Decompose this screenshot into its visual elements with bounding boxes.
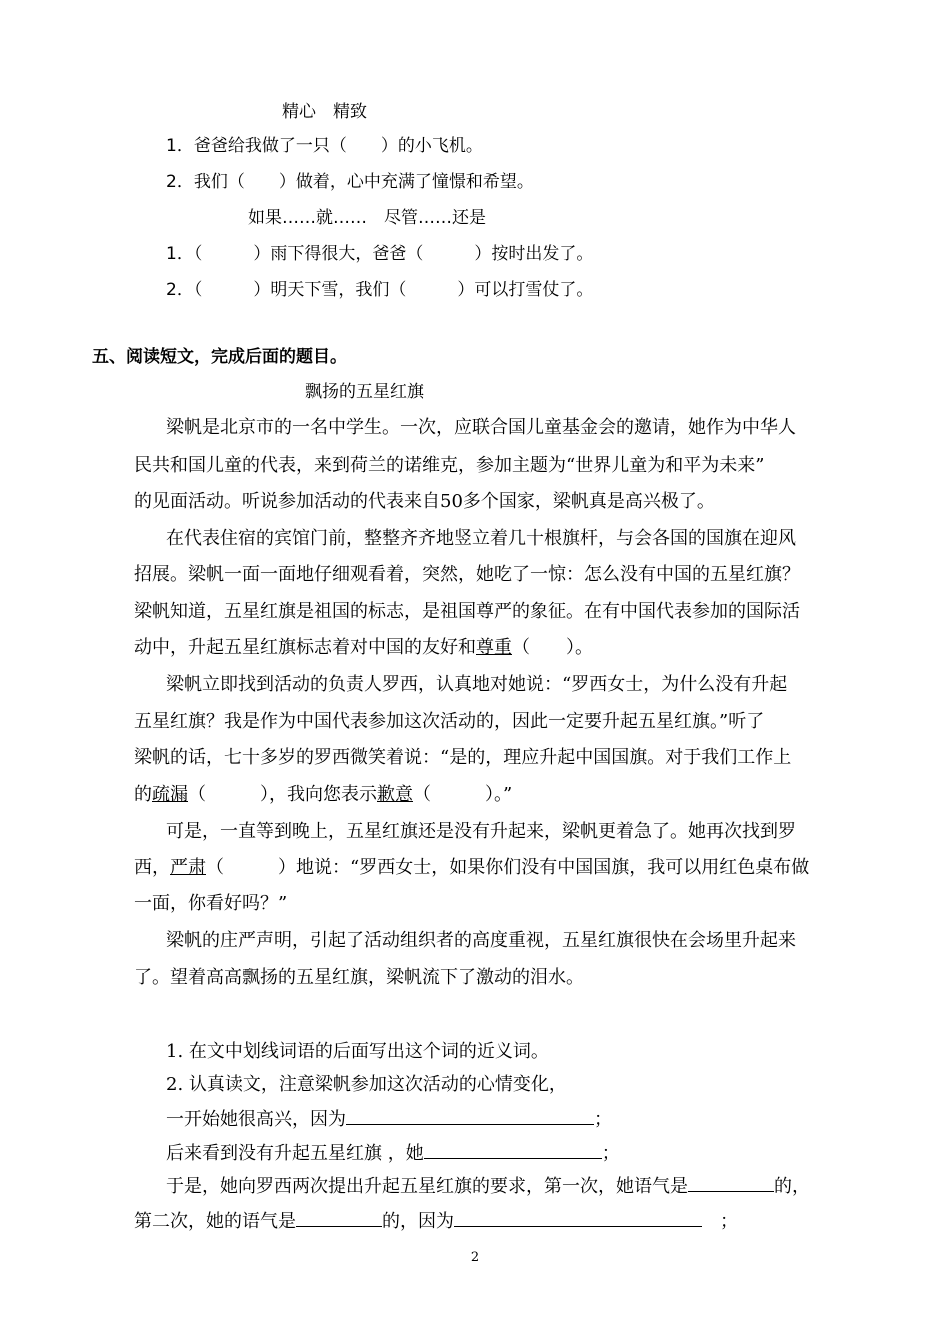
answer-blank[interactable] [424,1140,602,1159]
passage-line: 一面，你看好吗？” [134,893,288,914]
answer-blank[interactable] [688,1173,774,1192]
passage-line: 民共和国儿童的代表，来到荷兰的诺维克，参加主题为“世界儿童为和平为未来” [134,455,765,476]
passage-line: 的疏漏（ ），我向您表示歉意（ ）。” [134,784,513,805]
reading-question-1: 1. 在文中划线词语的后面写出这个词的近义词。 [166,1041,549,1062]
underlined-word: 疏漏 [152,784,188,805]
passage-line: 招展。梁帆一面一面地仔细观看着，突然，她吃了一惊：怎么没有中国的五星红旗？ [134,564,800,585]
word-choices-1: 精心 精致 [282,102,367,122]
passage-line: 西，严肃（ ）地说：“罗西女士，如果你们没有中国国旗，我可以用红色桌布做 [134,857,810,878]
passage-line: 了。望着高高飘扬的五星红旗，梁帆流下了激动的泪水。 [134,967,584,988]
answer-line-d: 第二次，她的语气是 的，因为 ； [134,1208,738,1234]
underlined-word: 歉意 [377,784,413,805]
passage-line: 梁帆立即找到活动的负责人罗西，认真地对她说：“罗西女士，为什么没有升起 [166,674,788,695]
passage-line: 梁帆的庄严声明，引起了活动组织者的高度重视，五星红旗很快在会场里升起来 [166,930,796,951]
fill-question-3: 1．（ ）雨下得很大，爸爸（ ）按时出发了。 [166,244,594,264]
passage-line: 五星红旗？我是作为中国代表参加这次活动的，因此一定要升起五星红旗。”听了 [134,711,765,732]
reading-question-2: 2. 认真读文，注意梁帆参加这次活动的心情变化， [166,1074,567,1095]
section-heading: 五、阅读短文，完成后面的题目。 [92,347,347,367]
answer-line-b: 后来看到没有升起五星红旗 ，她 ； [166,1140,620,1166]
passage-line: 梁帆是北京市的一名中学生。一次，应联合国儿童基金会的邀请，她作为中华人 [166,417,796,438]
passage-line: 在代表住宿的宾馆门前，整整齐齐地竖立着几十根旗杆，与会各国的国旗在迎风 [166,528,796,549]
passage-line: 梁帆知道，五星红旗是祖国的标志，是祖国尊严的象征。在有中国代表参加的国际活 [134,601,800,622]
answer-line-a: 一开始她很高兴，因为 ； [166,1106,612,1132]
answer-line-c: 于是，她向罗西两次提出升起五星红旗的要求，第一次，她语气是 的， [166,1173,810,1199]
passage-line: 动中，升起五星红旗标志着对中国的友好和尊重（ ）。 [134,637,593,658]
fill-question-2: 2．我们（ ）做着，心中充满了憧憬和希望。 [166,172,534,192]
underlined-word: 尊重 [476,637,512,658]
answer-blank[interactable] [346,1106,594,1125]
answer-blank[interactable] [296,1208,382,1227]
passage-line: 的见面活动。听说参加活动的代表来自50多个国家，梁帆真是高兴极了。 [134,491,715,512]
passage-line: 可是，一直等到晚上，五星红旗还是没有升起来，梁帆更着急了。她再次找到罗 [166,821,796,842]
word-choices-2: 如果……就…… 尽管……还是 [248,208,486,228]
fill-question-4: 2．（ ）明天下雪，我们（ ）可以打雪仗了。 [166,280,594,300]
underlined-word: 严肃 [170,857,206,878]
fill-question-1: 1．爸爸给我做了一只（ ）的小飞机。 [166,136,483,156]
page-number: 2 [470,1250,480,1265]
answer-blank[interactable] [454,1208,702,1227]
passage-title: 飘扬的五星红旗 [305,382,424,402]
passage-line: 梁帆的话，七十多岁的罗西微笑着说：“是的，理应升起中国国旗。对于我们工作上 [134,747,792,768]
